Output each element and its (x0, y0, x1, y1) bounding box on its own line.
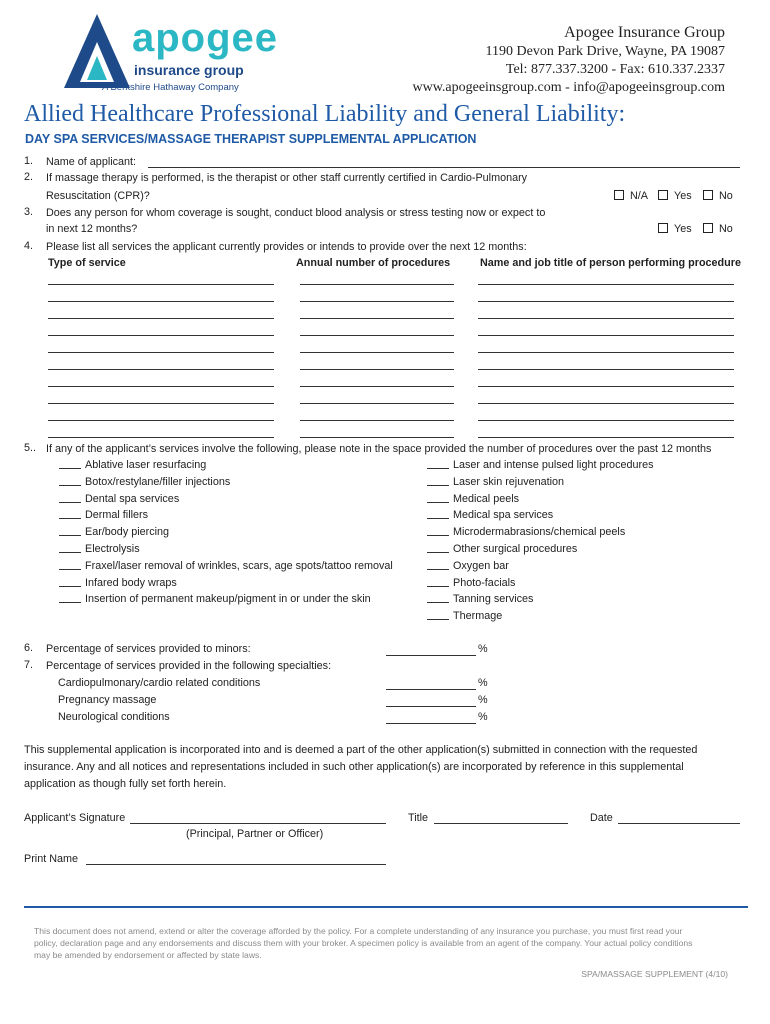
procedure-count-field[interactable] (427, 535, 449, 536)
q4-number: 4. (24, 240, 34, 252)
service-entry-field[interactable] (300, 403, 454, 404)
procedure-label: Ablative laser resurfacing (85, 459, 207, 471)
service-entry-field[interactable] (300, 335, 454, 336)
service-entry-field[interactable] (300, 284, 454, 285)
service-entry-field[interactable] (300, 352, 454, 353)
page-subtitle: DAY SPA SERVICES/MASSAGE THERAPIST SUPPLEMENTAL APPLICATION (25, 132, 477, 146)
service-entry-field[interactable] (478, 386, 734, 387)
q2-na-option[interactable] (614, 189, 648, 203)
procedure-count-field[interactable] (427, 602, 449, 603)
statement-line: insurance. Any and all notices and representations included in such other application(s) are incorporated by reference in this supplemental (24, 761, 684, 773)
procedure-item (59, 525, 169, 539)
procedure-item (59, 492, 179, 506)
service-entry-field[interactable] (478, 284, 734, 285)
date-field[interactable] (618, 823, 740, 824)
procedure-label: Laser skin rejuvenation (453, 475, 565, 488)
procedure-label: Other surgical procedures (453, 543, 578, 555)
service-entry-field[interactable] (48, 437, 274, 438)
q1-label: Name of applicant: (46, 156, 137, 168)
procedure-item (59, 542, 140, 556)
service-entry-field[interactable] (300, 301, 454, 302)
procedure-label: Medical spa services (453, 509, 554, 522)
procedure-label: Tanning services (453, 593, 534, 606)
col-annual-procedures: Annual number of procedures (296, 257, 451, 269)
footer-divider (24, 906, 748, 908)
procedure-count-field[interactable] (427, 468, 449, 469)
q3-no-option[interactable] (703, 222, 733, 236)
footer-line: may be amended by endorsement or affected by state laws. (34, 950, 262, 960)
procedure-item (427, 609, 502, 623)
q3-line2: in next 12 months? (46, 223, 138, 235)
logo-mark-icon (62, 12, 132, 92)
procedure-count-field[interactable] (427, 586, 449, 587)
service-entry-field[interactable] (300, 369, 454, 370)
procedure-count-field[interactable] (59, 468, 81, 469)
procedure-count-field[interactable] (427, 518, 449, 519)
service-entry-field[interactable] (300, 386, 454, 387)
q6-unit: % (478, 643, 488, 655)
procedure-label: Photo-facials (453, 576, 516, 589)
statement-line: This supplemental application is incorporated into and is deemed a part of the other application(s) submitted in connection with the requested (24, 744, 698, 756)
applicant-name-field[interactable] (148, 167, 740, 168)
col-type-of-service: Type of service (48, 257, 126, 269)
service-entry-field[interactable] (48, 386, 274, 387)
procedure-count-field[interactable] (427, 619, 449, 620)
service-entry-field[interactable] (48, 335, 274, 336)
procedure-label: Electrolysis (85, 543, 140, 555)
q7-unit: % (478, 694, 488, 706)
procedure-label: Dental spa services (85, 492, 180, 505)
procedure-count-field[interactable] (427, 502, 449, 503)
q5-number: 5.. (24, 442, 37, 454)
procedure-item (427, 525, 625, 539)
q6-label: Percentage of services provided to minors: (46, 643, 251, 655)
service-entry-field[interactable] (478, 437, 734, 438)
procedure-label: Microdermabrasions/chemical peels (453, 526, 626, 539)
minors-percent-field[interactable] (386, 655, 476, 656)
procedure-count-field[interactable] (59, 586, 81, 587)
procedure-item (59, 475, 230, 489)
logo-sub: insurance group (134, 62, 244, 78)
logo (62, 12, 279, 94)
company-phone: Tel: 877.337.3200 - Fax: 610.337.2337 (505, 62, 725, 77)
specialty-percent-field[interactable] (386, 689, 476, 690)
procedure-item (427, 458, 653, 472)
q3-line1: Does any person for whom coverage is sought, conduct blood analysis or stress testing now or expect to (46, 207, 546, 219)
procedure-label: Botox/restylane/filler injections (85, 475, 231, 488)
procedure-count-field[interactable] (427, 552, 449, 553)
procedure-count-field[interactable] (427, 569, 449, 570)
procedure-count-field[interactable] (59, 502, 81, 503)
service-entry-field[interactable] (478, 352, 734, 353)
print-name-label: Print Name (24, 853, 79, 865)
signature-field[interactable] (130, 823, 386, 824)
service-entry-field[interactable] (478, 369, 734, 370)
q2-line2: Resuscitation (CPR)? (46, 190, 150, 202)
procedure-item (59, 592, 371, 606)
q2-no-option[interactable] (703, 189, 733, 203)
procedure-label: Oxygen bar (453, 559, 509, 572)
service-entry-field[interactable] (48, 403, 274, 404)
title-label: Title (408, 812, 428, 824)
procedure-label: Laser and intense pulsed light procedures (453, 459, 654, 471)
service-entry-field[interactable] (48, 284, 274, 285)
q2-no-label: No (719, 190, 733, 202)
procedure-label: Insertion of permanent makeup/pigment in or under the skin (85, 593, 371, 606)
service-entry-field[interactable] (478, 318, 734, 319)
procedure-item (59, 508, 148, 522)
col-performer: Name and job title of person performing procedure (480, 257, 741, 269)
q7-unit: % (478, 677, 488, 689)
procedure-item (59, 458, 206, 472)
service-entry-field[interactable] (300, 318, 454, 319)
logo-word: apogee (132, 16, 279, 60)
checkbox-icon (658, 223, 668, 233)
q3-no-label: No (719, 223, 733, 235)
signature-note: (Principal, Partner or Officer) (186, 828, 324, 840)
statement-line: application as though fully set forth herein. (24, 778, 227, 790)
date-label: Date (590, 812, 613, 824)
q7-item: Neurological conditions (58, 711, 170, 723)
q7-number: 7. (24, 659, 34, 671)
q2-number: 2. (24, 171, 34, 183)
page-title: Allied Healthcare Professional Liability and General Liability: (24, 101, 626, 127)
procedure-item (427, 475, 564, 489)
procedure-item (427, 576, 515, 590)
procedure-label: Dermal fillers (85, 509, 148, 522)
q6-number: 6. (24, 642, 34, 654)
procedure-label: Ear/body piercing (85, 526, 170, 539)
procedure-item (59, 559, 393, 573)
q2-line1: If massage therapy is performed, is the therapist or other staff currently certified in Cardio-Pulmonary (46, 172, 528, 184)
checkbox-icon (703, 190, 713, 200)
procedure-label: Fraxel/laser removal of wrinkles, scars, age spots/tattoo removal (85, 559, 393, 572)
form-code: SPA/MASSAGE SUPPLEMENT (4/10) (581, 969, 728, 979)
service-entry-field[interactable] (48, 369, 274, 370)
q7-item: Cardiopulmonary/cardio related conditions (58, 677, 261, 689)
signature-label: Applicant’s Signature (24, 812, 126, 824)
q4-label: Please list all services the applicant currently provides or intends to provide over the next 12 months: (46, 241, 527, 253)
procedure-count-field[interactable] (59, 569, 81, 570)
service-entry-field[interactable] (48, 318, 274, 319)
q7-unit: % (478, 711, 488, 723)
service-entry-field[interactable] (478, 403, 734, 404)
q2-na-label: N/A (630, 190, 648, 202)
procedure-count-field[interactable] (59, 535, 81, 536)
procedure-count-field[interactable] (59, 602, 81, 603)
service-entry-field[interactable] (48, 420, 274, 421)
specialty-percent-field[interactable] (386, 723, 476, 724)
checkbox-icon (614, 190, 624, 200)
procedure-item (427, 492, 519, 506)
service-entry-field[interactable] (478, 420, 734, 421)
procedure-item (427, 508, 553, 522)
company-web: www.apogeeinsgroup.com - info@apogeeinsgroup.com (412, 80, 725, 95)
q7-item: Pregnancy massage (58, 694, 157, 706)
q2-yes-option[interactable] (658, 189, 692, 203)
company-name: Apogee Insurance Group (564, 24, 725, 41)
service-entry-field[interactable] (300, 437, 454, 438)
service-entry-field[interactable] (48, 301, 274, 302)
print-name-field[interactable] (86, 864, 386, 865)
procedure-item (427, 559, 509, 573)
procedure-item (59, 576, 177, 590)
q7-label: Percentage of services provided in the following specialties: (46, 660, 332, 672)
procedure-count-field[interactable] (59, 485, 81, 486)
procedure-count-field[interactable] (59, 552, 81, 553)
q3-number: 3. (24, 206, 34, 218)
title-field[interactable] (434, 823, 568, 824)
specialty-percent-field[interactable] (386, 706, 476, 707)
q3-yes-option[interactable] (658, 222, 692, 236)
company-address: 1190 Devon Park Drive, Wayne, PA 19087 (485, 44, 725, 59)
service-entry-field[interactable] (478, 335, 734, 336)
procedure-count-field[interactable] (59, 518, 81, 519)
procedure-count-field[interactable] (427, 485, 449, 486)
checkbox-icon (658, 190, 668, 200)
footer-line: policy, declaration page and any endorsements and discuss them with your broker. A specimen policy is available from an agent of the company. Your actual policy conditions (34, 938, 693, 948)
service-entry-field[interactable] (48, 352, 274, 353)
logo-tagline: A Berkshire Hathaway Company (102, 82, 239, 93)
procedure-item (427, 542, 577, 556)
footer-line: This document does not amend, extend or alter the coverage afforded by the policy. For a complete understanding of any insurance you purchase, you must first read your (34, 926, 683, 936)
checkbox-icon (703, 223, 713, 233)
q3-yes-label: Yes (674, 223, 692, 235)
q5-label: If any of the applicant’s services involve the following, please note in the space provided the number of procedures over the past 12 months (46, 443, 712, 455)
procedure-item (427, 592, 533, 606)
procedure-label: Infared body wraps (85, 576, 177, 589)
q2-yes-label: Yes (674, 190, 692, 202)
service-entry-field[interactable] (478, 301, 734, 302)
procedure-label: Thermage (453, 610, 503, 623)
procedure-label: Medical peels (453, 492, 520, 505)
q1-number: 1. (24, 155, 34, 167)
service-entry-field[interactable] (300, 420, 454, 421)
